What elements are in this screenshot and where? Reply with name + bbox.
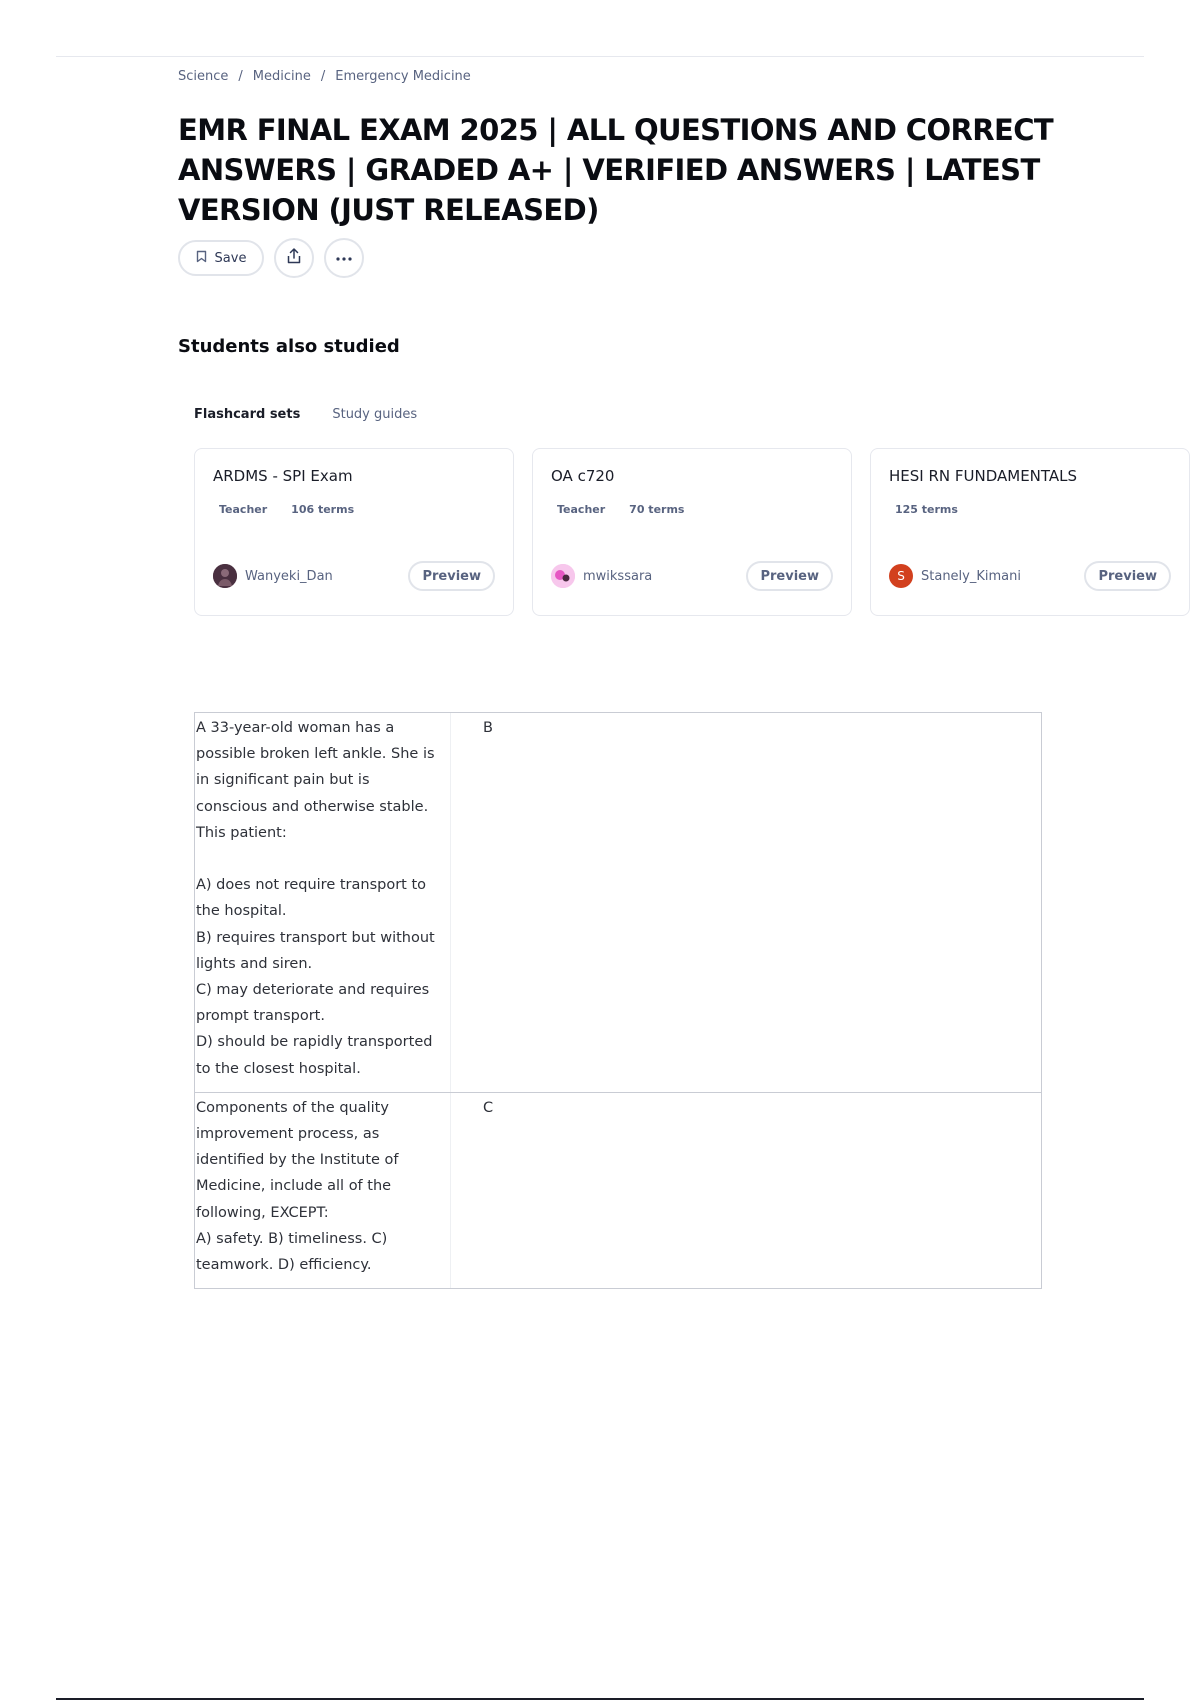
author-name: Stanely_Kimani — [921, 568, 1021, 584]
card-carousel — [194, 448, 1157, 620]
tab-study-guides[interactable]: Study guides — [332, 407, 418, 422]
answer-cell: C — [483, 1099, 494, 1116]
card-title: OA c720 — [551, 467, 615, 485]
preview-button[interactable]: Preview — [746, 561, 833, 591]
content-tabs — [194, 407, 1058, 422]
tab-flashcard-sets[interactable]: Flashcard sets — [194, 407, 301, 422]
answer-cell: B — [483, 720, 493, 736]
save-label: Save — [214, 250, 247, 266]
study-set-card[interactable] — [870, 448, 1190, 616]
teacher-badge: Teacher — [557, 503, 606, 516]
term-count: 70 terms — [629, 503, 685, 516]
teacher-badge: Teacher — [219, 503, 268, 516]
avatar — [551, 564, 575, 588]
term-count: 106 terms — [291, 503, 355, 516]
more-options-button[interactable] — [324, 238, 364, 278]
page-content — [178, 66, 1157, 620]
card-title: ARDMS - SPI Exam — [213, 467, 353, 485]
card-author[interactable] — [551, 564, 652, 588]
term-count: 125 terms — [895, 503, 958, 516]
save-button[interactable] — [178, 240, 264, 276]
breadcrumb-science[interactable]: Science — [178, 68, 229, 84]
breadcrumb — [178, 66, 1058, 86]
avatar: S — [889, 564, 913, 588]
preview-button[interactable]: Preview — [1084, 561, 1171, 591]
more-horizontal-icon — [335, 251, 353, 266]
card-author[interactable] — [889, 564, 1021, 588]
breadcrumb-separator: / — [320, 68, 326, 84]
card-author[interactable] — [213, 564, 333, 588]
table-row — [195, 1093, 1041, 1288]
section-title: Students also studied — [178, 336, 400, 357]
breadcrumb-medicine[interactable]: Medicine — [252, 68, 311, 84]
share-icon — [285, 247, 303, 269]
card-title: HESI RN FUNDAMENTALS — [889, 467, 1078, 485]
author-name: mwikssara — [583, 568, 653, 584]
table-row — [195, 713, 1041, 1093]
action-bar — [178, 238, 1058, 278]
question-cell: A 33-year-old woman has a possible broken left ankle. She is in significant pain but is conscious and otherwise stable. This patient: A) does not require transport to the hospital. B) requires transport but without lights and siren. C) may deteriorate and requires prompt transport. D) should be rapidly transported to the closest hospital. — [195, 713, 451, 1092]
question-answer-table — [194, 712, 1042, 1289]
top-divider — [56, 56, 1144, 57]
study-set-card[interactable] — [532, 448, 852, 616]
preview-button[interactable]: Preview — [408, 561, 495, 591]
question-cell: Components of the quality improvement process, as identified by the Institute of Medicine, include all of the following, EXCEPT: A) safety. B) timeliness. C) teamwork. D) efficiency. — [195, 1093, 451, 1288]
bookmark-icon — [196, 250, 207, 267]
breadcrumb-separator: / — [238, 68, 243, 84]
page-title: EMR FINAL EXAM 2025 | ALL QUESTIONS AND CORRECT ANSWERS | GRADED A+ | VERIFIED ANSWERS | LATEST VERSION (JUST RELEASED) — [178, 113, 1054, 227]
share-button[interactable] — [274, 238, 314, 278]
study-set-card[interactable] — [194, 448, 514, 616]
avatar — [213, 564, 237, 588]
breadcrumb-emergency-medicine[interactable]: Emergency Medicine — [335, 68, 471, 84]
author-name: Wanyeki_Dan — [245, 568, 333, 584]
